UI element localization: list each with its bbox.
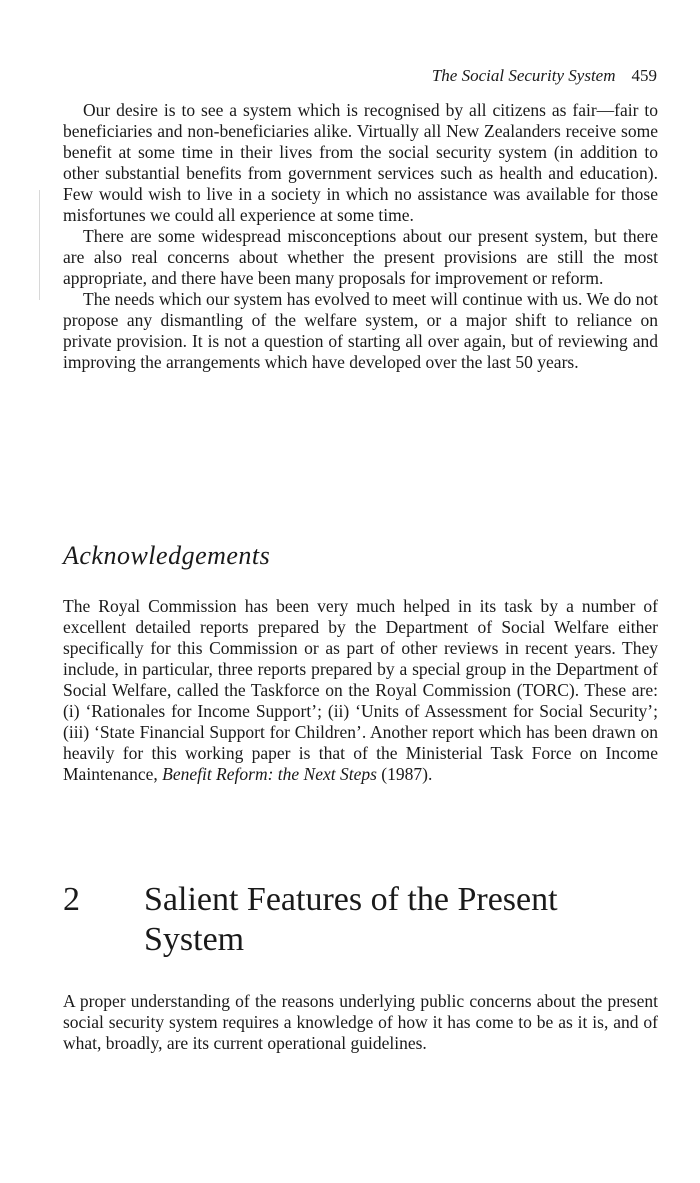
acknowledgements-text-end: (1987).	[376, 764, 433, 784]
chapter-title: Salient Features of the Present System	[144, 881, 558, 958]
acknowledgements-heading: Acknowledgements	[63, 541, 271, 570]
intro-paragraph-1: Our desire is to see a system which is recognised by all citizens as fair—fair to beneficiaries and non-beneficiaries alike. Virtually all New Zealanders receive some benefit at some time in their lives from the social security system (in addition to other substantial benefits from government services such as health and education). Few would wish to live in a society in which no assistance was available for those misfortunes we could all experience at some time.	[63, 100, 658, 225]
chapter-heading	[63, 880, 663, 960]
intro-paragraph-3: The needs which our system has evolved to meet will continue with us. We do not propose any dismantling of the welfare system, or a major shift to reliance on private provision. It is not a question of starting all over again, but of reviewing and improving the arrangements which have developed over the last 50 years.	[63, 289, 658, 372]
chapter-paragraph: A proper understanding of the reasons underlying public concerns about the present social security system requires a knowledge of how it has come to be as it is, and of what, broadly, are its current operational guidelines.	[63, 991, 658, 1053]
intro-paragraph-2: There are some widespread misconceptions about our present system, but there are also real concerns about whether the present provisions are still the most appropriate, and there have been many proposals for improvement or reform.	[63, 226, 658, 288]
chapter-number: 2	[63, 881, 80, 918]
acknowledgements-paragraph	[63, 596, 658, 785]
page-number: 459	[631, 66, 657, 85]
margin-rule	[39, 190, 40, 300]
running-head	[432, 66, 657, 86]
acknowledgements-text: The Royal Commission has been very much helped in its task by a number of excellent detailed reports prepared by the Department of Social Welfare either specifically for this Commission or as part of other reviews in recent years. They include, in particular, three reports prepared by a special group in the Department of Social Welfare, called the Taskforce on the Royal Commission (TORC). These are: (i) ‘Rationales for Income Support’; (ii) ‘Units of Assessment for Social Security’; (iii) ‘State Financial Support for Children’. Another report which has been drawn on heavily for this working paper is that of the Ministerial Task Force on Income Maintenance,	[63, 596, 658, 784]
chapter-section	[63, 991, 658, 1054]
running-head-title: The Social Security System	[431, 66, 616, 85]
intro-section	[63, 100, 658, 373]
acknowledgements-section	[63, 596, 658, 785]
report-title: Benefit Reform: the Next Steps	[162, 764, 377, 784]
